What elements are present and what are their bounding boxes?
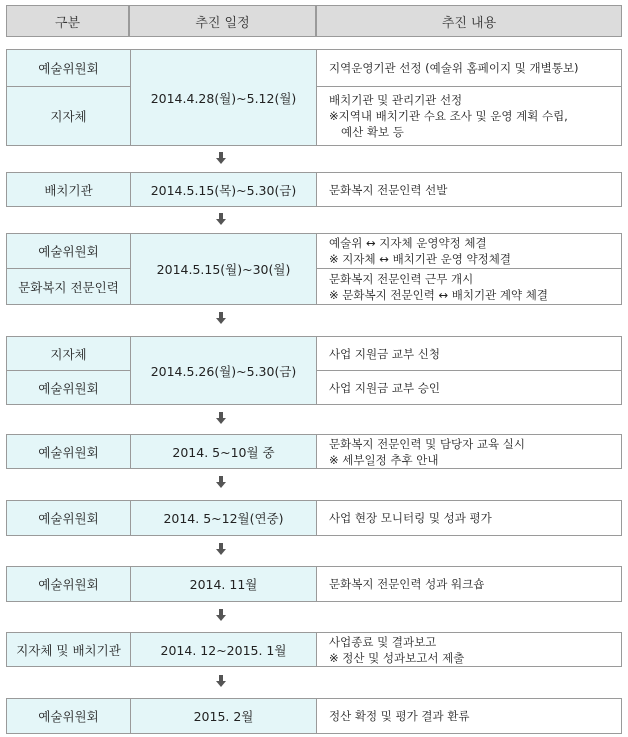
org-cell: 문화복지 전문인력 (7, 269, 130, 304)
content-line: 사업 현장 모니터링 및 성과 평가 (329, 511, 492, 525)
header-col-schedule: 추진 일정 (129, 5, 316, 37)
content-cell (317, 435, 621, 468)
org-cell: 예술위원회 (7, 435, 130, 468)
date-cell: 2014. 5~12월(연중) (130, 501, 317, 535)
content-cell (317, 269, 621, 304)
content-cell (317, 633, 621, 666)
content-line: 문화복지 전문인력 선발 (329, 182, 448, 197)
org-cell: 예술위원회 (7, 699, 130, 733)
step-block-2 (6, 172, 622, 207)
content-cell (317, 371, 621, 404)
content-note: ※ 정산 및 성과보고서 제출 (329, 650, 465, 665)
org-cell: 예술위원회 (7, 371, 130, 404)
content-line: 예술위 ↔ 지자체 운영약정 체결 (329, 236, 487, 250)
step-block-9 (6, 698, 622, 734)
content-note: 예산 확보 등 (341, 125, 404, 139)
org-cell: 배치기관 (7, 173, 130, 206)
date-cell: 2014.5.15(목)~5.30(금) (130, 173, 317, 206)
step-block-3 (6, 233, 622, 305)
step-block-7 (6, 566, 622, 602)
content-line: 정산 확정 및 평가 결과 환류 (329, 709, 470, 723)
content-cell (317, 173, 621, 206)
org-cell: 예술위원회 (7, 567, 130, 601)
org-cell: 지자체 (7, 337, 130, 370)
date-cell: 2014. 5~10월 중 (130, 435, 317, 468)
step-block-1 (6, 49, 622, 146)
content-cell (317, 234, 621, 268)
org-cell: 예술위원회 (7, 234, 130, 268)
date-cell: 2014. 12~2015. 1월 (130, 633, 317, 666)
org-cell: 지자체 (7, 87, 130, 145)
content-cell (317, 50, 621, 86)
content-line: 문화복지 전문인력 성과 워크숍 (329, 577, 485, 591)
org-cell: 지자체 및 배치기관 (7, 633, 130, 666)
content-cell (317, 567, 621, 601)
step-block-6 (6, 500, 622, 536)
step-block-4 (6, 336, 622, 405)
content-line: 사업종료 및 결과보고 (329, 634, 437, 649)
content-line: 지역운영기관 선정 (예술위 홈페이지 및 개별통보) (329, 61, 579, 75)
header-col-content: 추진 내용 (316, 5, 622, 37)
header-col-category: 구분 (6, 5, 129, 37)
org-cell: 예술위원회 (7, 50, 130, 86)
content-line: 사업 지원금 교부 승인 (329, 380, 440, 395)
content-cell (317, 501, 621, 535)
content-line: 사업 지원금 교부 신청 (329, 346, 440, 361)
content-line: 문화복지 전문인력 및 담당자 교육 실시 (329, 436, 526, 451)
step-block-5 (6, 434, 622, 469)
content-cell (317, 87, 621, 145)
content-note: ※ 지자체 ↔ 배치기관 운영 약정체결 (329, 252, 511, 266)
step-block-8 (6, 632, 622, 667)
content-cell (317, 699, 621, 733)
content-line: 배치기관 및 관리기관 선정 (329, 93, 463, 107)
date-cell: 2014. 11월 (130, 567, 317, 601)
org-cell: 예술위원회 (7, 501, 130, 535)
date-cell: 2014.4.28(월)~5.12(월) (130, 50, 317, 145)
date-cell: 2014.5.26(월)~5.30(금) (130, 337, 317, 404)
date-cell: 2015. 2월 (130, 699, 317, 733)
content-note: ※ 세부일정 추후 안내 (329, 452, 439, 467)
content-line: 문화복지 전문인력 근무 개시 (329, 271, 474, 286)
content-note: ※지역내 배치기관 수요 조사 및 운영 계획 수립, (329, 109, 568, 123)
content-cell (317, 337, 621, 370)
content-note: ※ 문화복지 전문인력 ↔ 배치기관 계약 체결 (329, 287, 548, 302)
date-cell: 2014.5.15(월)~30(월) (130, 234, 317, 304)
